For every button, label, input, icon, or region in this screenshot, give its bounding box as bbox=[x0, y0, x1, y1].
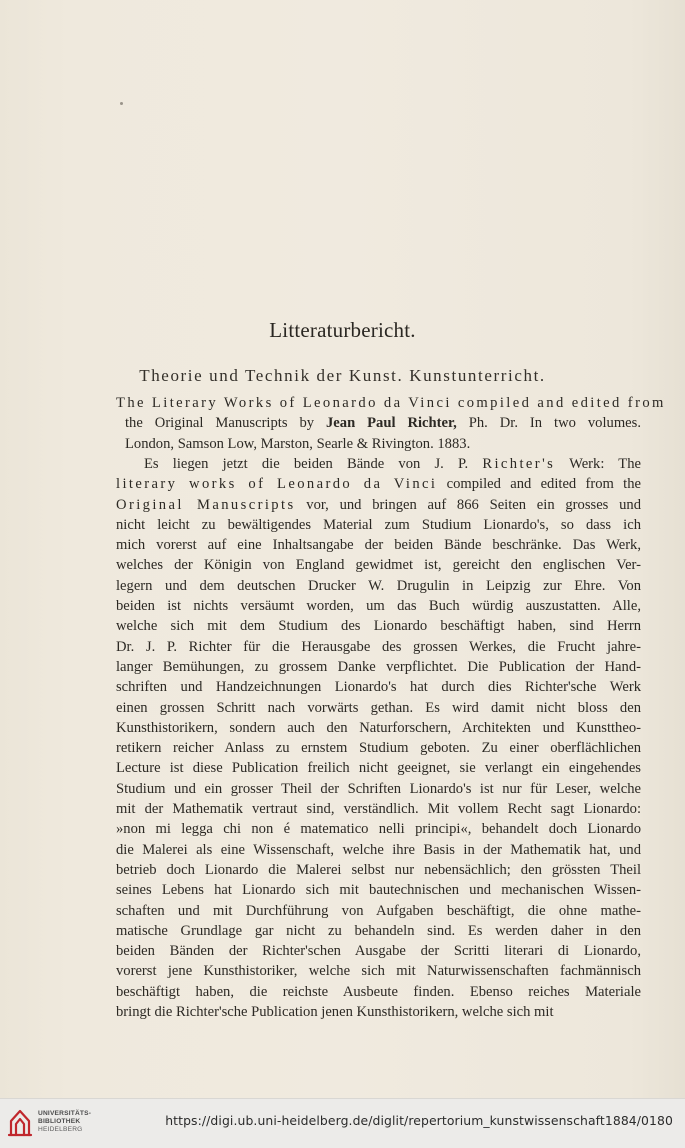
text-line: betrieb doch Lionardo die Malerei selbst nur nebensächlich; den grössten Theil bbox=[116, 861, 641, 878]
review-body-text bbox=[116, 454, 641, 1022]
page-speck bbox=[120, 102, 123, 105]
section-subtitle: Theorie und Technik der Kunst. Kunstunterricht. bbox=[139, 366, 546, 385]
text-line: beiden ist nichts versäumt worden, um das Buch würdig auszustatten. Alle, bbox=[116, 598, 641, 615]
page-title: Litteraturbericht. bbox=[269, 318, 416, 342]
text-line: schriften und Handzeichnungen Lionardo's hat durch dies Richter'sche Werk bbox=[116, 679, 641, 696]
text-line: langer Bemühungen, zu grossem Danke verpflichtet. Die Publication der Hand- bbox=[116, 658, 641, 675]
bibliography-entry bbox=[116, 393, 666, 454]
text-line: literary works of Leonardo da Vinci compiled and edited from the bbox=[116, 476, 641, 493]
text-line: beiden Bänden der Richter'schen Ausgabe der Scritti literari di Lionardo, bbox=[116, 943, 641, 960]
text-line: schaften und mit Durchführung von Aufgaben beschäftigt, die ohne mathe- bbox=[116, 902, 641, 919]
text-line: mich vorerst auf eine Inhaltsangabe der beiden Bände beschränke. Das Werk, bbox=[116, 537, 641, 554]
text-line: bringt die Richter'sche Publication jenen Kunsthistorikern, welche sich mit bbox=[116, 1004, 554, 1021]
text-line: nicht leicht zu bewältigendes Material zum Studium Lionardo's, so dass ich bbox=[116, 516, 641, 533]
footer-bar bbox=[0, 1098, 685, 1148]
text-line: welche sich mit dem Studium des Lionardo beschäftigt haben, sind Herrn bbox=[116, 618, 641, 635]
permalink-url[interactable]: https://digi.ub.uni-heidelberg.de/diglit/repertorium_kunstwissenschaft1884/0180 bbox=[165, 1113, 673, 1128]
text-line: Lecture ist diese Publication freilich nicht geeignet, sie verlangt ein eingehendes bbox=[116, 760, 641, 777]
library-name: UNIVERSITÄTS- BIBLIOTHEK HEIDELBERG bbox=[38, 1110, 92, 1133]
text-line: matische Grundlage gar nicht zu behandeln sind. Es werden daher in den bbox=[116, 922, 641, 939]
text-line: legern und dem deutschen Drucker W. Drugulin in Leipzig zur Ehre. Von bbox=[116, 577, 641, 594]
text-line: einen grossen Schritt nach vorwärts gethan. Es wird damit nicht bloss den bbox=[116, 699, 641, 716]
heidelberg-library-logo-icon bbox=[7, 1107, 33, 1139]
text-line: beschäftigt haben, die reichste Ausbeute finden. Ebenso reiches Materiale bbox=[116, 983, 641, 1000]
text-line: mit der Mathematik vertraut sind, verständlich. Mit vollem Recht sagt Lionardo: bbox=[116, 801, 641, 818]
bibliography-line: The Literary Works of Leonardo da Vinci compiled and edited from bbox=[116, 395, 666, 411]
text-line: seines Lebens hat Lionardo sich mit bautechnischen und mechanischen Wissen- bbox=[116, 882, 641, 899]
text-line: Original Manuscripts vor, und bringen auf 866 Seiten ein grosses und bbox=[116, 496, 642, 513]
text-line: welches der Königin von England gewidmet ist, gereicht den englischen Ver- bbox=[116, 557, 641, 574]
text-line: Es liegen jetzt die beiden Bände von J. P. Richter's Werk: The bbox=[144, 456, 641, 472]
text-line: Dr. J. P. Richter für die Herausgabe des grossen Werkes, die Frucht jahre- bbox=[116, 638, 641, 655]
text-line: Kunsthistorikern, sondern auch den Naturforschern, Architekten und Kunsttheo- bbox=[116, 719, 641, 736]
text-line: Studium und ein grosser Theil der Schriften Lionardo's ist nur für Leser, welche bbox=[116, 780, 641, 797]
bibliography-line: London, Samson Low, Marston, Searle & Rivington. 1883. bbox=[125, 435, 471, 452]
text-line: die Malerei als eine Wissenschaft, welche ihre Basis in der Mathematik hat, und bbox=[116, 841, 641, 858]
text-line: »non mi legga chi non é matematico nelli principi«, behandelt doch Lionardo bbox=[116, 821, 641, 838]
bibliography-line: the Original Manuscripts by Jean Paul Richter, Ph. Dr. In two volumes. bbox=[125, 415, 641, 432]
text-line: retikern reicher Anlass zu ernstem Studium geboten. Zu einer oberflächlichen bbox=[116, 740, 641, 757]
text-line: vorerst jene Kunsthistoriker, welche sich mit Naturwissenschaften fachmännisch bbox=[116, 963, 641, 980]
